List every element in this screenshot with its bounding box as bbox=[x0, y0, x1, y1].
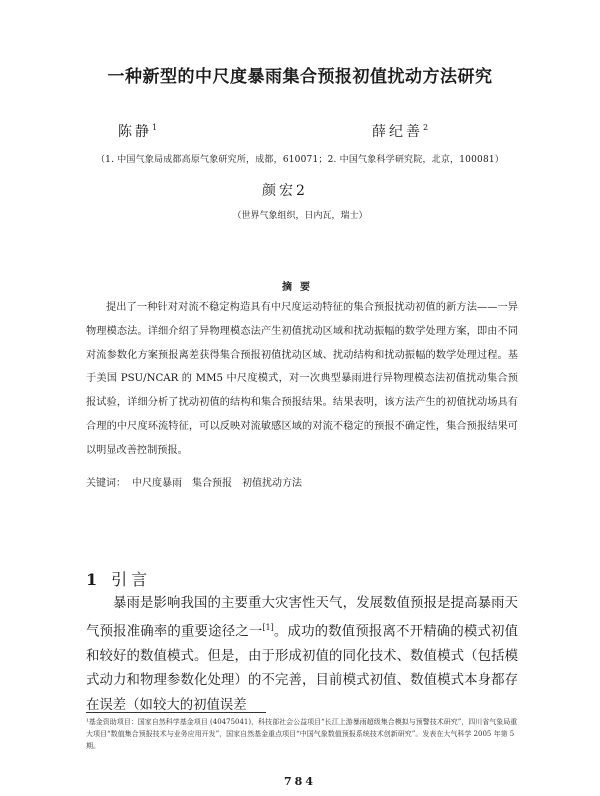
footnote: ¹基金资助项目：国家自然科学基金项目 (40475041)，科技部社会公益项目“长江上游暴雨超级集合模拟与预警技术研究”，四川省气象局重大项目“数值集合预报技术与业务应用开发”，国家自然基金重点项目“中国气象数值预报系统技术创新研究”。发表在大气科学 2005 年第 5 期。 bbox=[86, 718, 518, 750]
abstract-text: 提出了一种针对对流不稳定构造具有中尺度运动特征的集合预报扰动初值的新方法——一异物理模态法。详细介绍了异物理模态法产生初值扰动区域和扰动振幅的数学处理方案，即由不同对流参数化方案预报离差获得集合预报初值扰动区域、扰动结构和扰动振幅的数学处理过程。基于美国 PSU/NCAR 的 MM5 中尺度模式，对一次典型暴雨进行异物理模态法初值扰动集合预报试验，详细分析了扰动初值的结构和集合预报结果。结果表明，该方法产生的初值扰动场具有合理的中尺度环流特征，可以反映对流敏感区域的对流不稳定的预报不确定性，集合预报结果可以明显改善控制预报。 bbox=[86, 302, 518, 456]
paper-title: 一种新型的中尺度暴雨集合预报初值扰动方法研究 bbox=[107, 67, 493, 87]
affiliation: （1. 中国气象局成都高原气象研究所，成都，610071；2. 中国气象科学研究院，北京，100081） bbox=[95, 155, 504, 165]
keywords-value: 中尺度暴雨 集合预报 初值扰动方法 bbox=[132, 478, 302, 489]
author-2-sup: 2 bbox=[423, 123, 429, 132]
author-1 bbox=[118, 121, 157, 141]
author-1-sup: 1 bbox=[152, 123, 158, 132]
page-number: 784 bbox=[284, 775, 316, 788]
abstract-heading: 摘要 bbox=[282, 282, 318, 293]
author-1-name: 陈静 bbox=[118, 124, 152, 140]
author-3-sup: 2 bbox=[296, 183, 308, 199]
author-2-name: 薛纪善 bbox=[372, 124, 423, 140]
section-title: 引言 bbox=[111, 570, 152, 589]
keywords bbox=[86, 474, 518, 489]
keywords-label: 关键词： bbox=[86, 478, 126, 489]
intro-text-continued: 。成功的数值预报离不开精确的模式初值和较好的数值模式。但是，由于形成初值的同化技术、数值模式（包括模式动力和物理参数化处理）的不完善，目前模式初值、数值模式本身都存在误差（如较大的初值误差 bbox=[86, 624, 519, 713]
author-3-name: 颜宏 bbox=[262, 183, 296, 199]
intro-text: 暴雨是影响我国的主要重大灾害性天气，发展数值预报是提高暴雨天气预报准确率的重要途径之一 bbox=[86, 596, 518, 640]
affiliation-extra: （世界气象组织，日内瓦，瑞士） bbox=[232, 211, 368, 221]
author-3 bbox=[262, 180, 308, 200]
section-number: 1 bbox=[86, 570, 98, 589]
intro-paragraph bbox=[86, 592, 518, 718]
author-2 bbox=[372, 121, 428, 141]
footnote-divider bbox=[86, 712, 266, 713]
intro-citation: [1] bbox=[262, 623, 274, 633]
section-heading bbox=[86, 567, 151, 590]
